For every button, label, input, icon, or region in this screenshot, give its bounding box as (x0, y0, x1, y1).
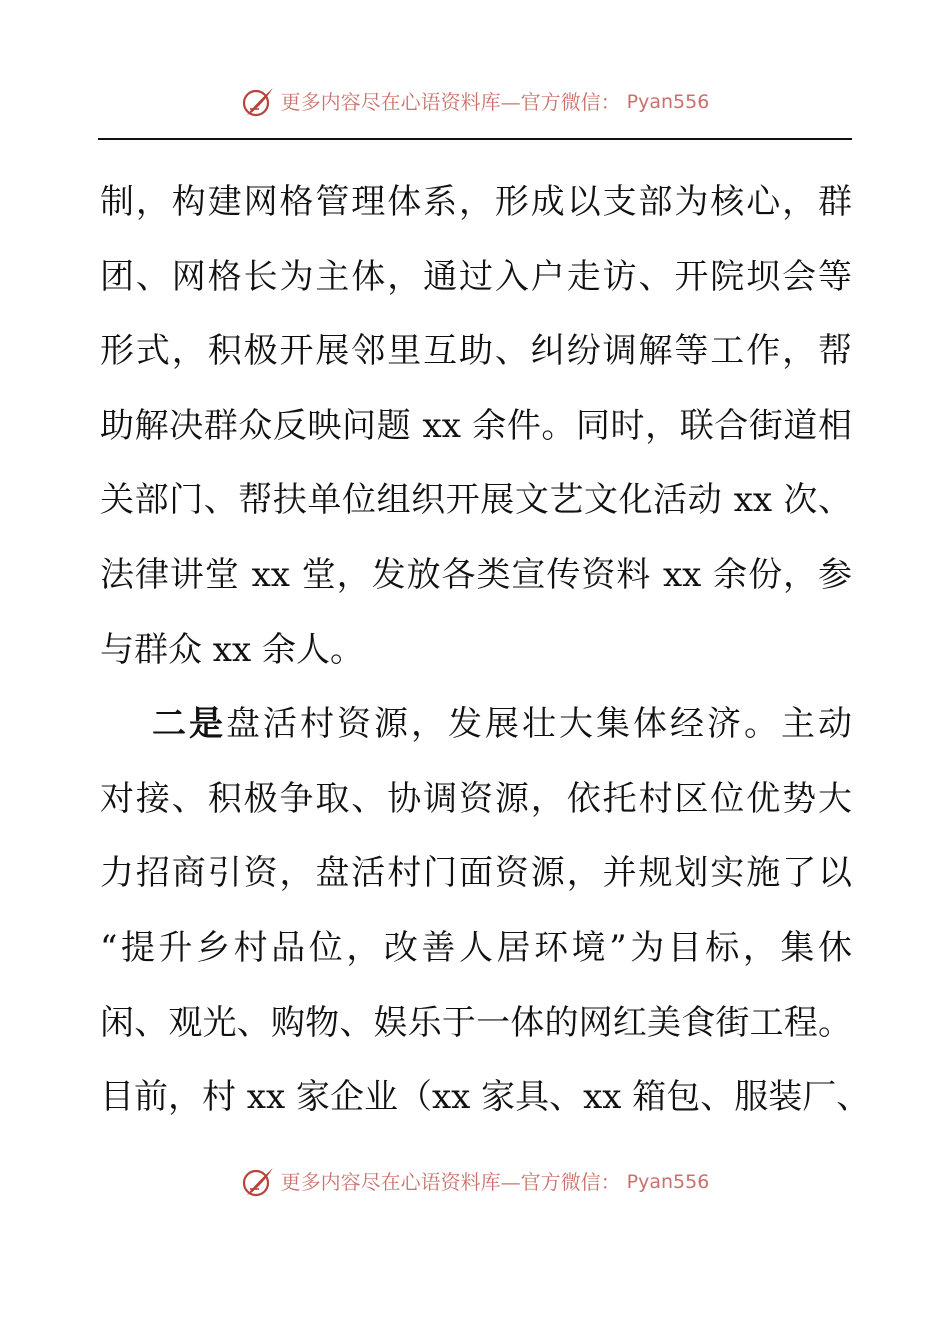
header-brand-text: 更多内容尽在心语资料库—官方微信： (280, 90, 621, 114)
text-line: “提升乡村品位，改善人居环境”为目标，集休 (100, 927, 852, 968)
text-line: 法律讲堂 xx 堂，发放各类宣传资料 xx 余份，参 (100, 554, 852, 595)
text-line: 制，构建网格管理体系，形成以支部为核心，群 (100, 182, 852, 222)
text-line: 关部门、帮扶单位组织开展文艺文化活动 xx 次、 (100, 480, 852, 521)
quill-pen-icon (241, 85, 275, 119)
header-banner (0, 82, 950, 122)
header-divider (98, 138, 852, 140)
header-watermark (241, 85, 710, 119)
paragraph-2-first-line (100, 687, 852, 762)
header-wechat-id: Pyan556 (626, 90, 710, 113)
footer-banner (0, 1162, 950, 1202)
text-line: 与群众 xx 余人。 (100, 629, 364, 670)
text-line: 团、网格长为主体，通过入户走访、开院坝会等 (100, 256, 852, 297)
footer-watermark (241, 1165, 710, 1199)
text-line: 目前，村 xx 家企业（xx 家具、xx 箱包、服装厂、 (100, 1077, 871, 1118)
quill-pen-icon (241, 1165, 275, 1199)
text-line: 形式，积极开展邻里互助、纠纷调解等工作，帮 (100, 331, 852, 372)
text-line: 对接、积极争取、协调资源，依托村区位优势大 (100, 778, 852, 819)
paragraph-2-first-text: 盘活村资源，发展壮大集体经济。主动 (226, 704, 852, 745)
text-line: 力招商引资，盘活村门面资源，并规划实施了以 (100, 853, 852, 894)
document-body (100, 165, 871, 1135)
paragraph-2-lead: 二是 (152, 704, 226, 745)
footer-wechat-id: Pyan556 (626, 1170, 710, 1193)
text-line: 助解决群众反映问题 xx 余件。同时，联合街道相 (100, 405, 852, 446)
text-line: 闲、观光、购物、娱乐于一体的网红美食街工程。 (100, 1002, 852, 1043)
footer-brand-text: 更多内容尽在心语资料库—官方微信： (280, 1170, 621, 1194)
